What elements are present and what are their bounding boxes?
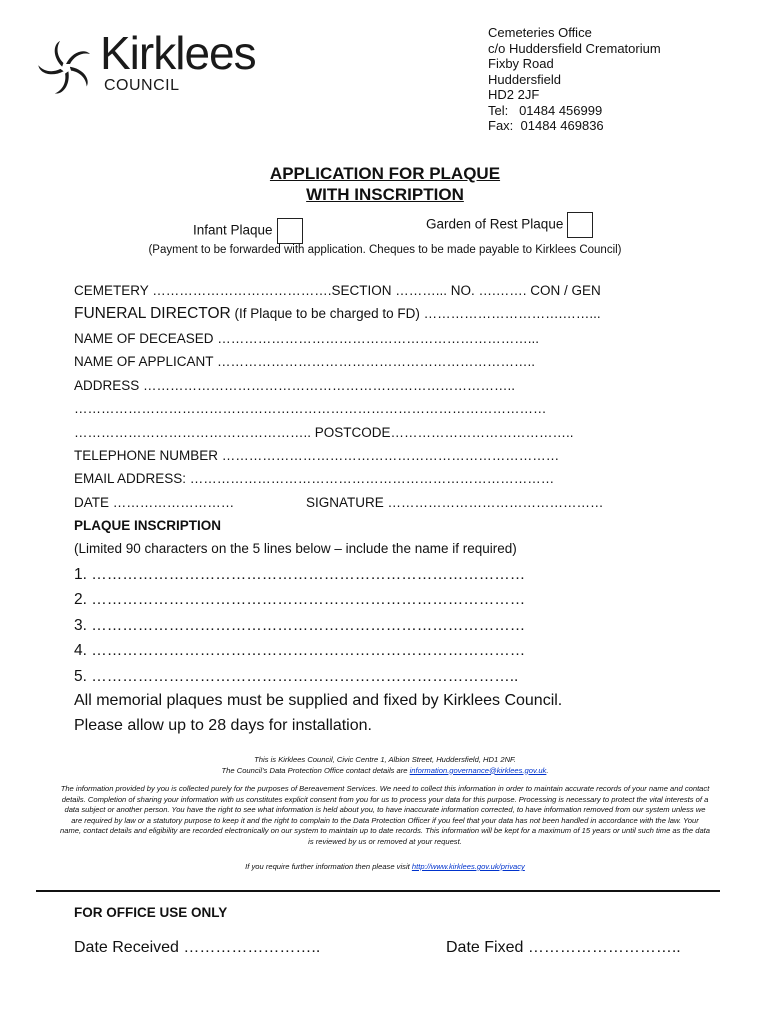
address-fax: Fax: 01484 469836 (488, 118, 604, 133)
form-title-line1: APPLICATION FOR PLAQUE (269, 164, 501, 183)
dpo-email-link[interactable]: information.governance@kirklees.gov.uk (409, 765, 547, 775)
garden-plaque-option[interactable] (426, 212, 593, 238)
form-title-line2: WITH INSCRIPTION (306, 185, 464, 204)
date-field[interactable]: DATE ……………………… (74, 495, 235, 510)
address-field[interactable]: ADDRESS ……………………………………………………………………….. (74, 378, 516, 393)
inscription-line-3[interactable]: 3. ………………………………………………………………………… (74, 617, 526, 634)
privacy-dpo-line: The Council’s Data Protection Office contact details are information.governance@kirklees.gov.uk. (221, 765, 549, 775)
notice-line-1: All memorial plaques must be supplied and fixed by Kirklees Council. (74, 692, 563, 709)
inscription-limit-note: (Limited 90 characters on the 5 lines below – include the name if required) (74, 541, 517, 556)
section-divider (36, 890, 720, 892)
address-line: HD2 2JF (488, 87, 540, 102)
office-use-heading: FOR OFFICE USE ONLY (74, 905, 228, 920)
payment-note: (Payment to be forwarded with application. Cheques to be made payable to Kirklees Council) (148, 244, 622, 256)
deceased-name-field[interactable]: NAME OF DECEASED ……………………………………………………………... (74, 331, 540, 346)
address-line: Cemeteries Office (488, 25, 592, 40)
privacy-statement: The information provided by you is collected purely for the purposes of Bereavement Services. We need to collect this information in order to maintain accurate records of your name and contact details. Completion of sharing your information with us constitutes explicit consent from you for us to process your data for this purpose. Processing is necessary to protect the vital interests of a data subject or another person. You have the right to see what information is held about you, to have inaccurate information corrected, to have information removed from our system unless we are required by law or a statutory purpose to keep it and the right to complain to the Data Protection Officer if you feel that your data has not been handled in accordance with the law. Your name, contact details and eligibility are recorded electronically on our system to maintain up to date records. This information will be kept for a maximum of 15 years or until such time as the data is reviewed by us or removed at your request. (60, 784, 710, 846)
address-line: c/o Huddersfield Crematorium (488, 40, 661, 56)
funeral-director-label: FUNERAL DIRECTOR (74, 305, 231, 322)
inscription-line-5[interactable]: 5. ……………………………………………………………………….. (74, 668, 519, 685)
privacy-url-link[interactable]: http://www.kirklees.gov.uk/privacy (411, 862, 525, 871)
address-line: Fixby Road (488, 56, 554, 71)
kirklees-logo (38, 27, 278, 100)
office-address (488, 25, 661, 134)
logo-name: Kirklees (100, 27, 256, 79)
address-field-line2[interactable]: …………………………………………………………………………………………… (74, 401, 547, 416)
email-field[interactable]: EMAIL ADDRESS: ……………………………………………………………………… (74, 471, 555, 486)
kirklees-swirl-icon (38, 40, 94, 96)
address-phone: Tel: 01484 456999 (488, 102, 603, 118)
signature-field[interactable]: SIGNATURE ………………………………………… (306, 495, 604, 510)
funeral-director-note: (If Plaque to be charged to FD) ………………………….……... (230, 306, 601, 321)
garden-plaque-checkbox[interactable] (567, 212, 593, 238)
applicant-name-field[interactable]: NAME OF APPLICANT …………………………………………………………….. (74, 354, 536, 369)
funeral-director-field[interactable] (74, 305, 601, 323)
date-received-field[interactable]: Date Received …………………….. (74, 939, 321, 956)
cemetery-field[interactable]: CEMETERY ………………………………….SECTION ………... NO. ….……. CON / GEN (74, 283, 601, 298)
address-line: Huddersfield (488, 71, 561, 87)
inscription-heading: PLAQUE INSCRIPTION (74, 518, 222, 533)
privacy-header (60, 755, 710, 776)
infant-plaque-checkbox[interactable] (277, 218, 303, 244)
infant-plaque-label: Infant Plaque (193, 222, 273, 238)
postcode-field[interactable]: …………………………………………….. POSTCODE………………………………….. (74, 425, 574, 440)
inscription-line-4[interactable]: 4. ………………………………………………………………………… (74, 642, 526, 659)
infant-plaque-option[interactable] (193, 218, 303, 244)
date-fixed-field[interactable]: Date Fixed ……………………….. (446, 939, 681, 956)
privacy-council-address: This is Kirklees Council, Civic Centre 1, Albion Street, Huddersfield, HD1 2NF. (254, 755, 516, 764)
telephone-field[interactable]: TELEPHONE NUMBER ………………………………………………………………… (74, 448, 560, 463)
garden-plaque-label: Garden of Rest Plaque (426, 216, 564, 232)
notice-line-2: Please allow up to 28 days for installation. (74, 717, 372, 734)
inscription-line-1[interactable]: 1. ………………………………………………………………………… (74, 566, 526, 583)
inscription-line-2[interactable]: 2. ………………………………………………………………………… (74, 591, 526, 608)
privacy-more-info: If you require further information then please visit http://www.kirklees.gov.uk/privacy (245, 862, 525, 871)
logo-council: COUNCIL (104, 77, 180, 94)
